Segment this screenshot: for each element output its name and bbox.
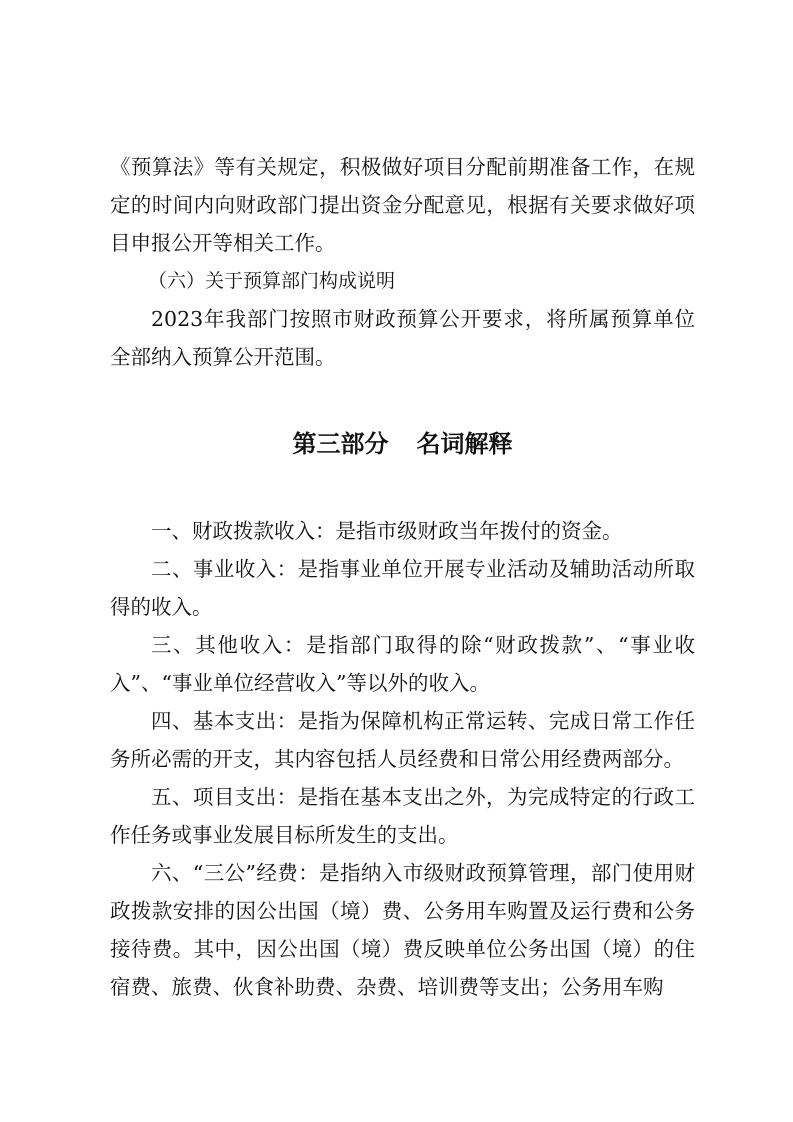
section-part-label: 第三部分: [292, 430, 389, 458]
definition-item: 五、项目支出：是指在基本支出之外，为完成特定的行政工作任务或事业发展目标所发生的支出。: [110, 785, 695, 847]
intro-paragraph: 《预算法》等有关规定，积极做好项目分配前期准备工作，在规定的时间内向财政部门提出资金分配意见，根据有关要求做好项目申报公开等相关工作。: [110, 155, 695, 255]
section-title: [110, 424, 695, 464]
definition-item: 三、其他收入：是指部门取得的除“财政拨款”、“事业收入”、“事业单位经营收入”等以外的收入。: [110, 633, 695, 695]
subheading-budget-departments: （六）关于预算部门构成说明: [148, 270, 396, 292]
definition-item: 四、基本支出：是指为保障机构正常运转、完成日常工作任务所必需的开支，其内容包括人员经费和日常公用经费两部分。: [110, 709, 695, 771]
definition-item: 六、“三公”经费：是指纳入市级财政预算管理，部门使用财政拨款安排的因公出国（境）费、公务用车购置及运行费和公务接待费。其中，因公出国（境）费反映单位公务出国（境）的住宿费、旅费、伙食补助费、杂费、培训费等支出；公务用车购: [110, 861, 695, 999]
budget-scope-paragraph: 2023年我部门按照市财政预算公开要求，将所属预算单位全部纳入预算公开范围。: [110, 307, 695, 369]
definition-item: 一、财政拨款收入：是指市级财政当年拨付的资金。: [151, 519, 623, 543]
document-page: [110, 148, 695, 1006]
definition-item: 二、事业收入：是指事业单位开展专业活动及辅助活动所取得的收入。: [110, 557, 695, 619]
section-title-text: 名词解释: [416, 430, 513, 458]
